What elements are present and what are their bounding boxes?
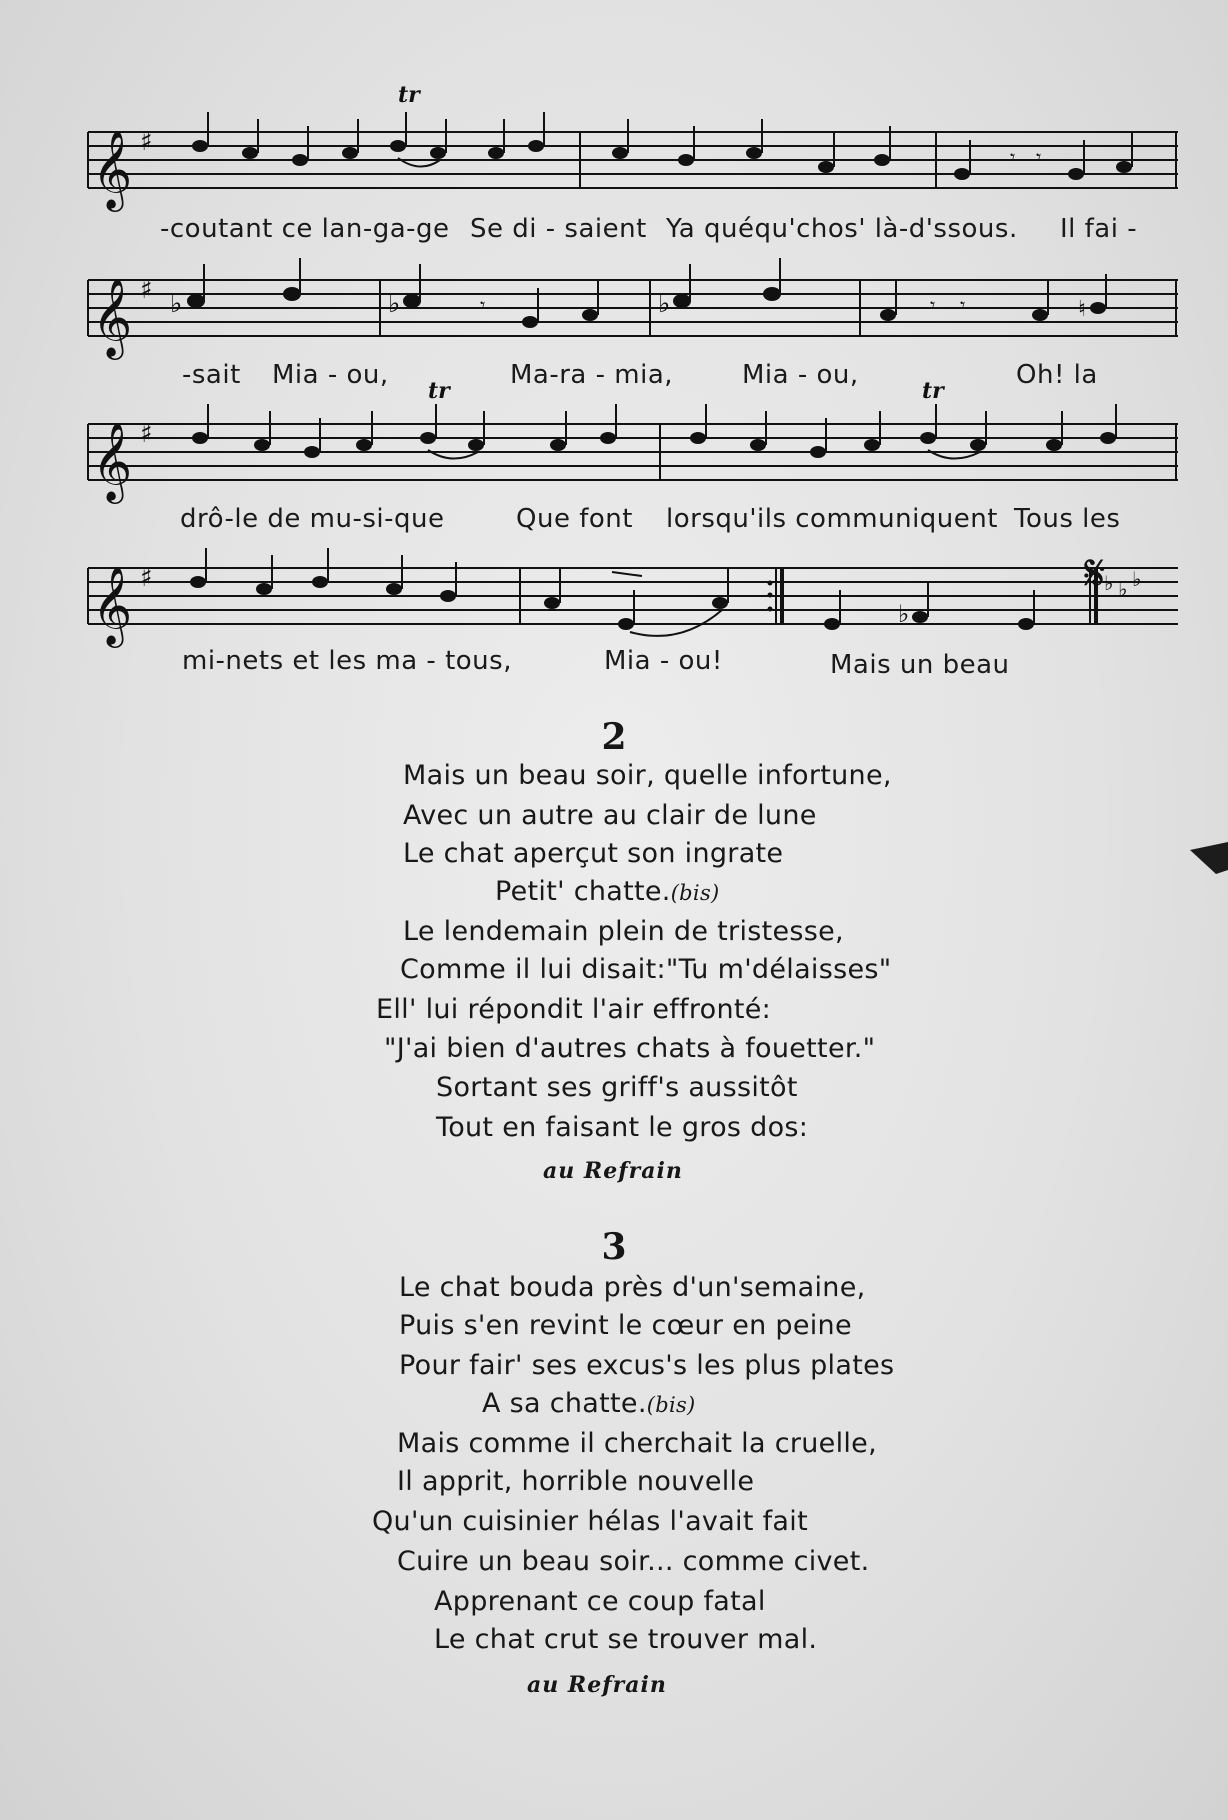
music-staff-1	[0, 82, 1228, 220]
trill-mark: tr	[398, 82, 420, 108]
verse-2-line-5: Le lendemain plein de tristesse,	[403, 916, 844, 947]
svg-text:♭: ♭	[170, 289, 183, 319]
lyric-line-3d: Tous les	[1014, 504, 1121, 534]
verse-3-line-8: Cuire un beau soir... comme civet.	[397, 1546, 870, 1577]
bis-mark: (bis)	[646, 1393, 696, 1417]
svg-text:𝄾: 𝄾	[960, 293, 966, 317]
svg-text:tr: tr	[922, 378, 944, 404]
verse-2-line-8: "J'ai bien d'autres chats à fouetter."	[384, 1033, 876, 1064]
verse-3-line-10: Le chat crut se trouver mal.	[434, 1624, 818, 1655]
lyric-line-4b: Mia - ou!	[604, 646, 723, 676]
svg-text:tr: tr	[428, 378, 450, 404]
svg-text:♯: ♯	[140, 275, 153, 305]
svg-text:𝄞: 𝄞	[92, 278, 133, 357]
svg-text:♯: ♯	[140, 563, 153, 593]
verse-3-line-9: Apprenant ce coup fatal	[434, 1586, 766, 1617]
verse-2-number: 2	[601, 716, 627, 758]
lyric-line-2e: Oh! la	[1016, 360, 1098, 390]
svg-text:♭: ♭	[388, 289, 401, 319]
svg-text:𝄞: 𝄞	[92, 422, 133, 501]
svg-text:♭: ♭	[1118, 577, 1128, 601]
music-staff-2	[0, 258, 1228, 368]
svg-text:𝄾: 𝄾	[1010, 145, 1016, 169]
lyric-line-3b: Que font	[516, 504, 633, 534]
svg-text:♭: ♭	[898, 600, 910, 628]
lyric-line-1c: Ya quéqu'chos' là-d'ssous.	[666, 214, 1018, 244]
music-staff-3	[0, 378, 1228, 512]
svg-text:𝄾: 𝄾	[1036, 145, 1042, 169]
sharp-icon: ♯	[140, 127, 153, 157]
lyric-line-3a: drô-le de mu-si-que	[180, 504, 445, 534]
verse-3-line-7: Qu'un cuisinier hélas l'avait fait	[372, 1506, 808, 1537]
svg-text:𝄾: 𝄾	[930, 293, 936, 317]
verse-3-number: 3	[601, 1226, 627, 1268]
lyric-line-1b: Se di - saient	[470, 214, 647, 244]
verse-3-line-3: Pour fair' ses excus's les plus plates	[399, 1350, 895, 1381]
torn-edge-decoration	[1180, 830, 1228, 910]
lyric-line-2d: Mia - ou,	[742, 360, 859, 390]
verse-3-line-1: Le chat bouda près d'un'semaine,	[399, 1272, 866, 1303]
verse-2-line-1: Mais un beau soir, quelle infortune,	[403, 760, 892, 791]
lyric-line-3c: lorsqu'ils communiquent	[666, 504, 998, 534]
verse-3-line-4: A sa chatte.(bis)	[482, 1388, 696, 1419]
svg-text:♮: ♮	[1078, 297, 1086, 322]
svg-text:♭: ♭	[1132, 567, 1142, 591]
verse-3-refrain: au Refrain	[527, 1672, 667, 1698]
verse-2-line-7: Ell' lui répondit l'air effronté:	[376, 994, 772, 1025]
verse-2-line-3: Le chat aperçut son ingrate	[403, 838, 784, 869]
svg-text:♯: ♯	[140, 419, 153, 449]
lyric-line-2b: Mia - ou,	[272, 360, 389, 390]
lyric-line-1a: -coutant ce lan-ga-ge	[160, 214, 450, 244]
svg-text:♭: ♭	[1104, 571, 1114, 595]
verse-2-line-10: Tout en faisant le gros dos:	[436, 1112, 809, 1143]
bis-mark: (bis)	[670, 881, 720, 905]
lyric-line-4a: mi-nets et les ma - tous,	[182, 646, 512, 676]
svg-text:♭: ♭	[658, 289, 671, 319]
verse-2-line-9: Sortant ses griff's aussitôt	[436, 1072, 798, 1103]
lyric-line-1d: Il fai -	[1060, 214, 1138, 244]
verse-2-refrain: au Refrain	[543, 1158, 683, 1184]
verse-3-line-5: Mais comme il cherchait la cruelle,	[397, 1428, 877, 1459]
music-staff-4	[0, 546, 1228, 656]
verse-2-line-6: Comme il lui disait:"Tu m'délaisses"	[400, 954, 892, 985]
verse-2-line-2: Avec un autre au clair de lune	[403, 800, 817, 831]
verse-3-line-2: Puis s'en revint le cœur en peine	[399, 1310, 852, 1341]
verse-2-line-4: Petit' chatte.(bis)	[495, 876, 720, 907]
lyric-line-2a: -sait	[182, 360, 241, 390]
lyric-line-2c: Ma-ra - mia,	[510, 360, 674, 390]
treble-clef-icon: 𝄞	[92, 130, 133, 209]
svg-text:𝄞: 𝄞	[92, 566, 133, 645]
svg-text:𝄾: 𝄾	[480, 293, 486, 317]
segno-icon: 𝄋	[1084, 544, 1106, 602]
lyric-line-4c: Mais un beau	[830, 650, 1010, 680]
verse-3-line-6: Il apprit, horrible nouvelle	[397, 1466, 755, 1497]
